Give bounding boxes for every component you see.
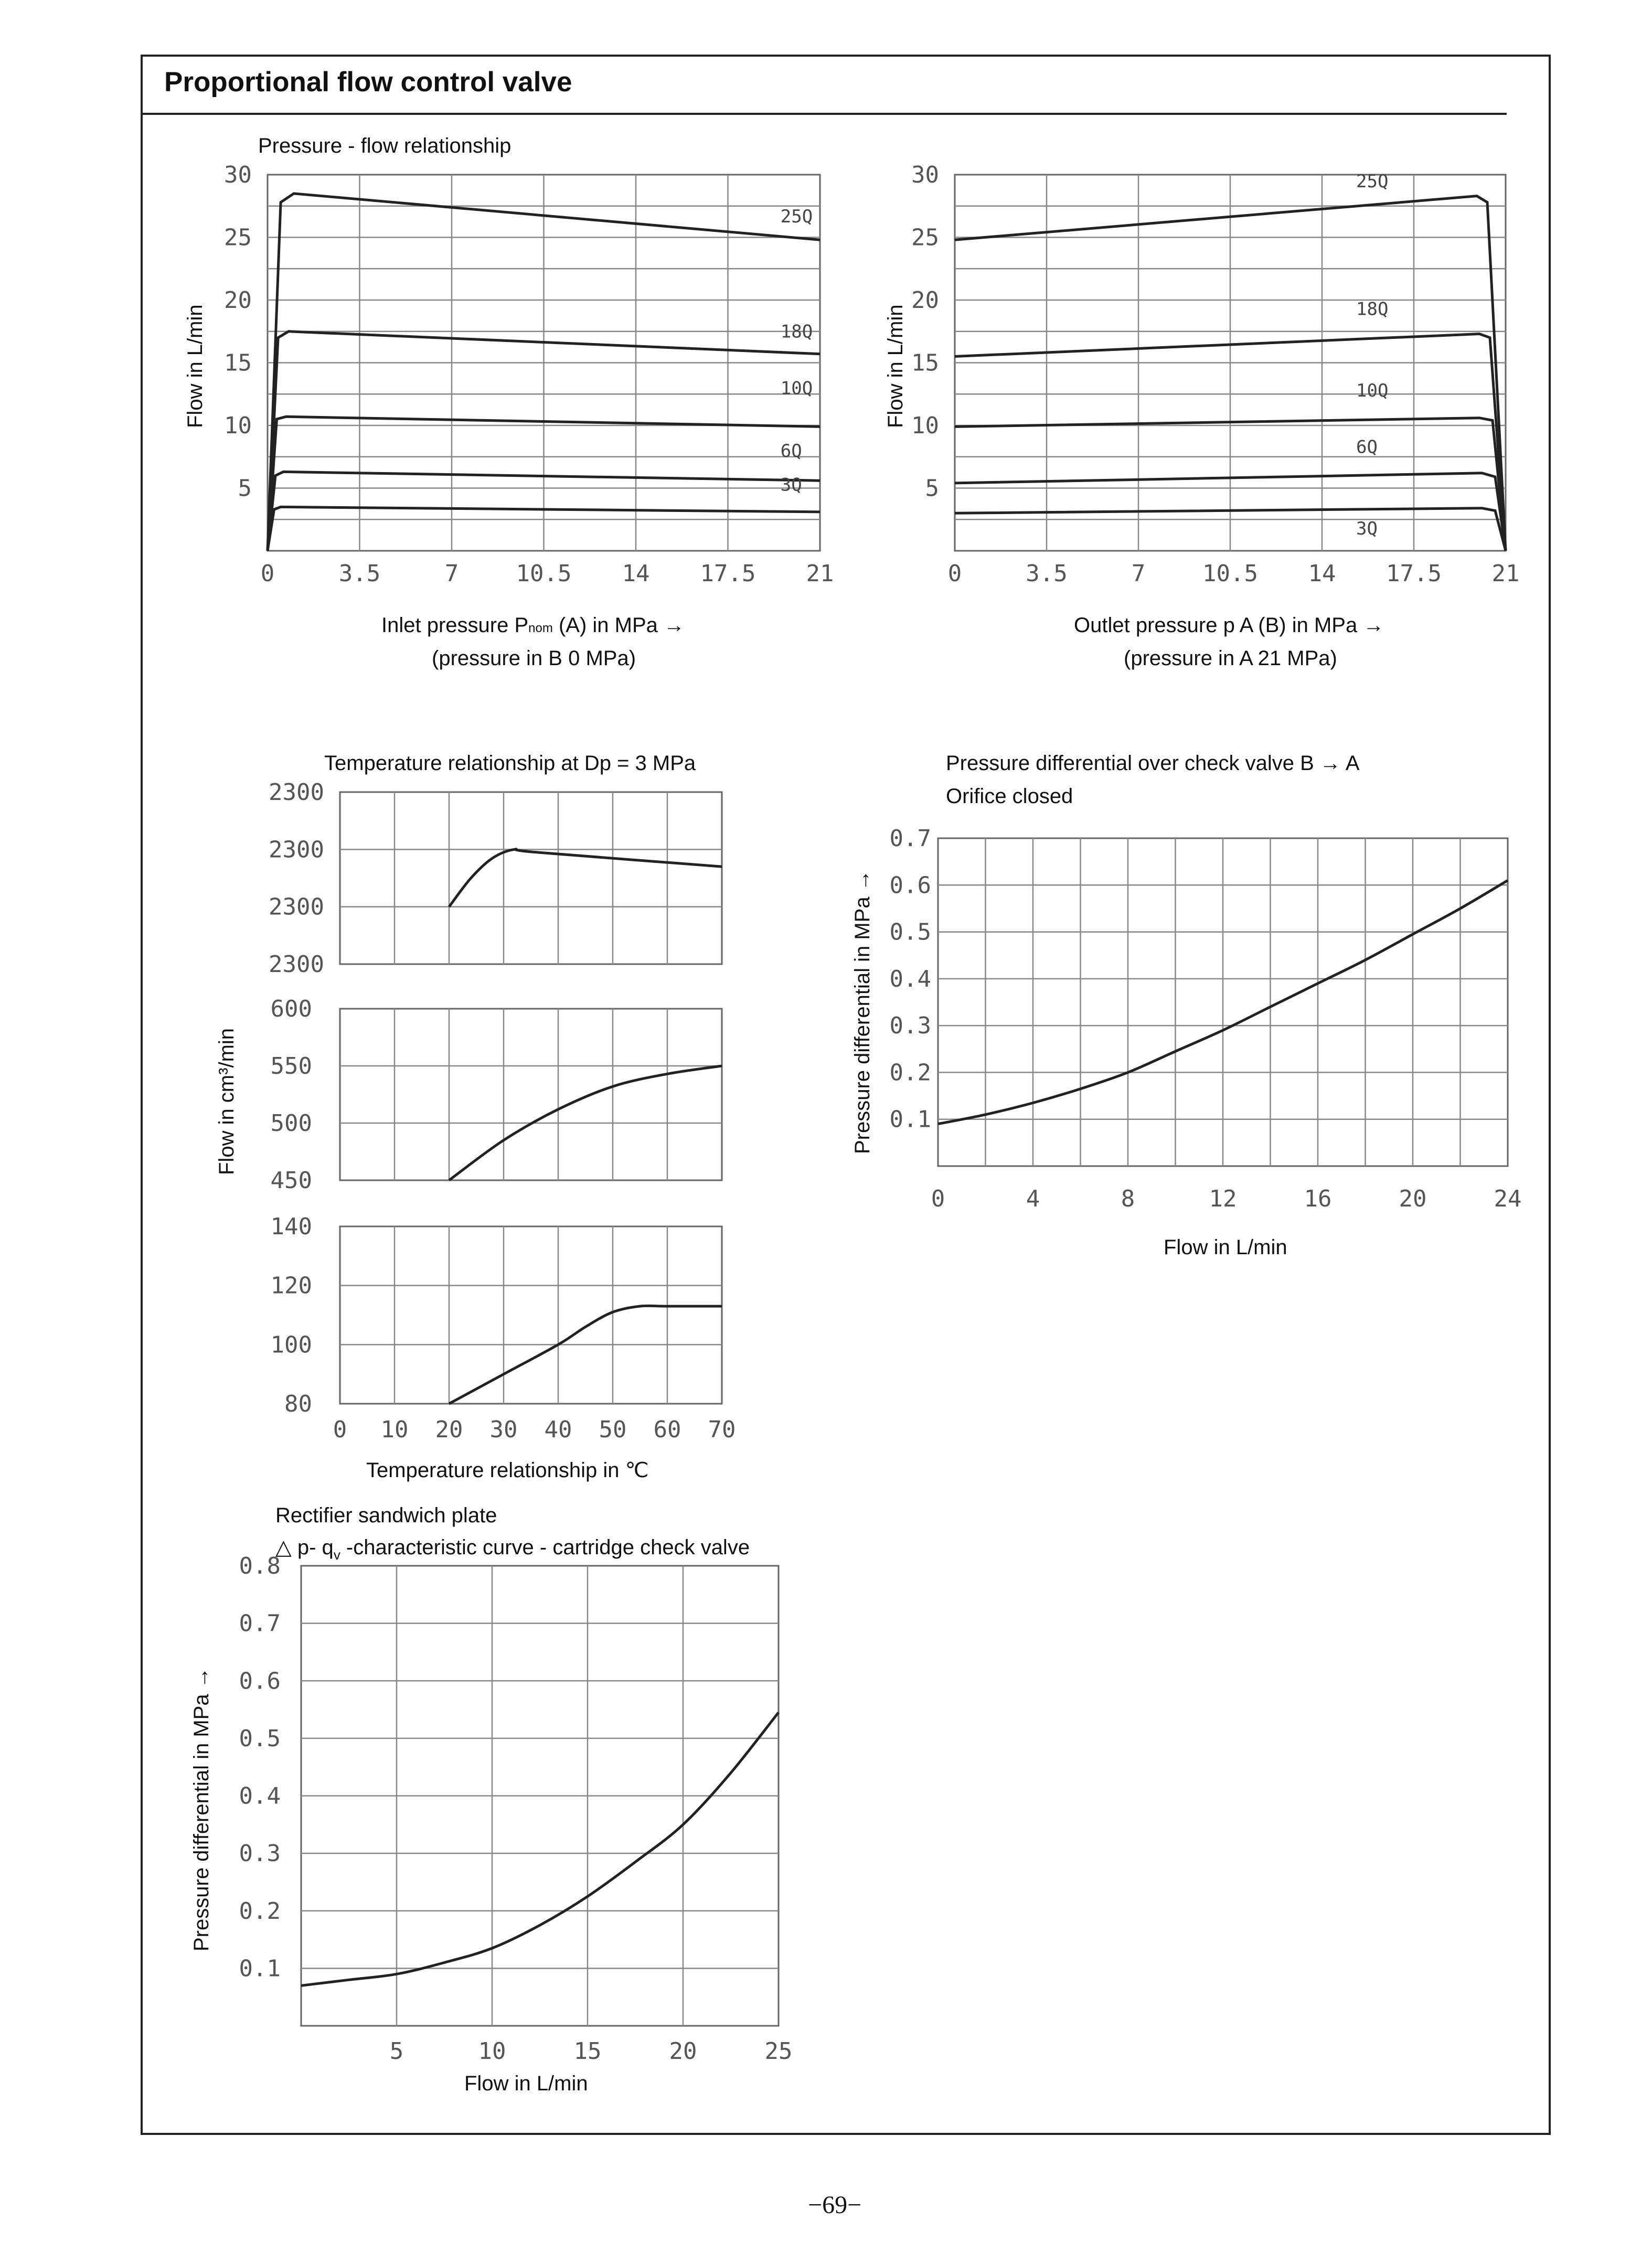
c1-series-label-10Q: 10Q: [780, 378, 813, 399]
c5-xtick-label: 10: [478, 2038, 506, 2065]
chart4-xlabel: Flow in L/min: [1164, 1236, 1287, 1259]
c2-xtick-label: 0: [947, 560, 962, 587]
c3c-xtick-label: 70: [708, 1416, 736, 1443]
c4-ytick-label: 0.1: [889, 1106, 931, 1133]
chart2-ylabel: Flow in L/min: [884, 304, 907, 428]
chart4-ylabel: Pressure differential in MPa →: [851, 870, 874, 1154]
c3c-plot-frame: [340, 1226, 722, 1404]
c5-ytick-label: 0.1: [239, 1955, 281, 1982]
c5-xtick-label: 20: [669, 2038, 697, 2065]
c5-xtick-label: 25: [764, 2038, 793, 2065]
c4-xtick-label: 0: [931, 1185, 945, 1212]
c3a-ytick-label: 2300: [269, 951, 324, 978]
c3c-series-bottom: [449, 1306, 722, 1404]
c4-xtick-label: 20: [1399, 1185, 1427, 1212]
c3c-xtick-label: 50: [599, 1416, 627, 1443]
chart4-title: Pressure differential over check valve B → A: [946, 752, 1360, 775]
c4-ytick-label: 0.6: [889, 872, 931, 899]
c5-ytick-label: 0.7: [239, 1610, 281, 1637]
c5-xtick-label: 5: [389, 2038, 404, 2065]
c1-xtick-label: 7: [444, 560, 459, 587]
c3a-ytick-label: 2300: [269, 779, 324, 806]
c5-ytick-label: 0.4: [239, 1782, 281, 1810]
c1-ytick-label: 15: [224, 349, 252, 377]
chart1-xlabel-sub: nom: [528, 621, 553, 635]
c3b-plot-frame: [340, 1009, 722, 1180]
c1-ytick-label: 20: [224, 287, 252, 314]
chart1-ylabel: Flow in L/min: [184, 304, 207, 428]
c2-ytick-label: 15: [911, 349, 939, 377]
c3c-xtick-label: 60: [653, 1416, 681, 1443]
c2-series-label-10Q: 10Q: [1356, 380, 1389, 402]
c4-ytick-label: 0.7: [889, 825, 931, 852]
c2-xtick-label: 3.5: [1026, 560, 1068, 587]
c4-ytick-label: 0.2: [889, 1059, 931, 1086]
c1-ytick-label: 25: [224, 224, 252, 251]
chart2-xlabel2: (pressure in A 21 MPa): [1124, 647, 1337, 670]
chart1-xlabel-tail: (A) in MPa →: [552, 614, 685, 637]
c2-series-label-25Q: 25Q: [1356, 170, 1389, 192]
page-number: −69−: [808, 2191, 862, 2219]
chart3-xlabel: Temperature relationship in ℃: [366, 1459, 649, 1482]
chart5-subtitle-main: △ p- q: [275, 1536, 334, 1559]
c2-ytick-label: 30: [911, 162, 939, 188]
c2-ytick-label: 10: [911, 412, 939, 439]
chart3-title: Temperature relationship at Dp = 3 MPa: [324, 752, 696, 775]
c1-ytick-label: 5: [238, 475, 252, 502]
c3c-ytick-label: 140: [270, 1213, 312, 1240]
c5-ytick-label: 0.5: [239, 1725, 281, 1752]
c3c-xtick-label: 10: [380, 1416, 409, 1443]
c2-xtick-label: 10.5: [1202, 560, 1258, 587]
c1-xtick-label: 3.5: [338, 560, 381, 587]
c5-ytick-label: 0.6: [239, 1668, 281, 1695]
c1-series-label-6Q: 6Q: [780, 440, 802, 462]
c2-ytick-label: 25: [911, 224, 939, 251]
c1-xtick-label: 0: [260, 560, 275, 587]
c3b-ytick-label: 450: [270, 1167, 312, 1194]
c1-xtick-label: 14: [622, 560, 650, 587]
c3a-plot-frame: [340, 792, 722, 964]
c2-ytick-label: 5: [925, 475, 939, 502]
c1-xtick-label: 17.5: [700, 560, 756, 587]
chart4-subtitle: Orifice closed: [946, 785, 1073, 808]
c2-xtick-label: 14: [1308, 560, 1336, 587]
c3a-ytick-label: 2300: [269, 893, 324, 921]
c1-xtick-label: 10.5: [516, 560, 572, 587]
c3c-xtick-label: 40: [544, 1416, 572, 1443]
c2-xtick-label: 7: [1131, 560, 1146, 587]
c3b-ytick-label: 500: [270, 1110, 312, 1137]
c3a-ytick-label: 2300: [269, 836, 324, 863]
chart5-xlabel: Flow in L/min: [464, 2072, 588, 2095]
c2-xtick-label: 17.5: [1386, 560, 1442, 587]
c4-xtick-label: 24: [1494, 1185, 1522, 1212]
c4-xtick-label: 4: [1026, 1185, 1040, 1212]
chart5-subtitle-sub: v: [333, 1547, 340, 1563]
c3a-series-top: [449, 849, 722, 907]
c2-series-label-3Q: 3Q: [1356, 518, 1378, 539]
c1-ytick-label: 10: [224, 412, 252, 439]
c4-ytick-label: 0.4: [889, 965, 931, 992]
c2-ytick-label: 20: [911, 287, 939, 314]
c5-ytick-label: 0.3: [239, 1840, 281, 1867]
c2-series-label-6Q: 6Q: [1356, 436, 1378, 458]
c1-series-label-25Q: 25Q: [780, 206, 813, 227]
c3b-ytick-label: 600: [270, 996, 312, 1022]
chart5-title: Rectifier sandwich plate: [275, 1504, 497, 1527]
chart2-xlabel: Outlet pressure p A (B) in MPa →: [1074, 614, 1384, 637]
c3c-xtick-label: 0: [333, 1416, 347, 1443]
c4-xtick-label: 8: [1121, 1185, 1135, 1212]
chart5-ylabel: Pressure differential in MPa →: [190, 1667, 213, 1951]
c4-ytick-label: 0.3: [889, 1012, 931, 1040]
c2-xtick-label: 21: [1491, 560, 1520, 587]
page-heading: Proportional flow control valve: [164, 67, 572, 98]
c5-series-dp: [301, 1713, 779, 1986]
c3c-xtick-label: 20: [435, 1416, 463, 1443]
c3c-ytick-label: 100: [270, 1331, 312, 1359]
c3c-ytick-label: 120: [270, 1272, 312, 1299]
c1-series-label-3Q: 3Q: [780, 474, 802, 496]
c1-xtick-label: 21: [806, 560, 834, 587]
chart1-xlabel-main: Inlet pressure P: [381, 614, 529, 637]
c5-xtick-label: 15: [573, 2038, 602, 2065]
c3b-ytick-label: 550: [270, 1053, 312, 1080]
c4-ytick-label: 0.5: [889, 918, 931, 946]
chart5-subtitle-tail: -characteristic curve - cartridge check valve: [340, 1536, 750, 1559]
c3c-xtick-label: 30: [489, 1416, 518, 1443]
chart1-xlabel2: (pressure in B 0 MPa): [432, 647, 636, 670]
c4-xtick-label: 12: [1209, 1185, 1237, 1212]
c2-series-label-18Q: 18Q: [1356, 298, 1389, 320]
c3c-ytick-label: 80: [284, 1391, 312, 1417]
chart1-title: Pressure - flow relationship: [258, 134, 511, 157]
c1-series-label-18Q: 18Q: [780, 321, 813, 343]
chart3-ylabel: Flow in cm³/min: [215, 1028, 238, 1175]
c5-ytick-label: 0.2: [239, 1897, 281, 1925]
c4-xtick-label: 16: [1304, 1185, 1332, 1212]
c5-ytick-label: 0.8: [239, 1553, 281, 1579]
c1-ytick-label: 30: [224, 162, 252, 188]
